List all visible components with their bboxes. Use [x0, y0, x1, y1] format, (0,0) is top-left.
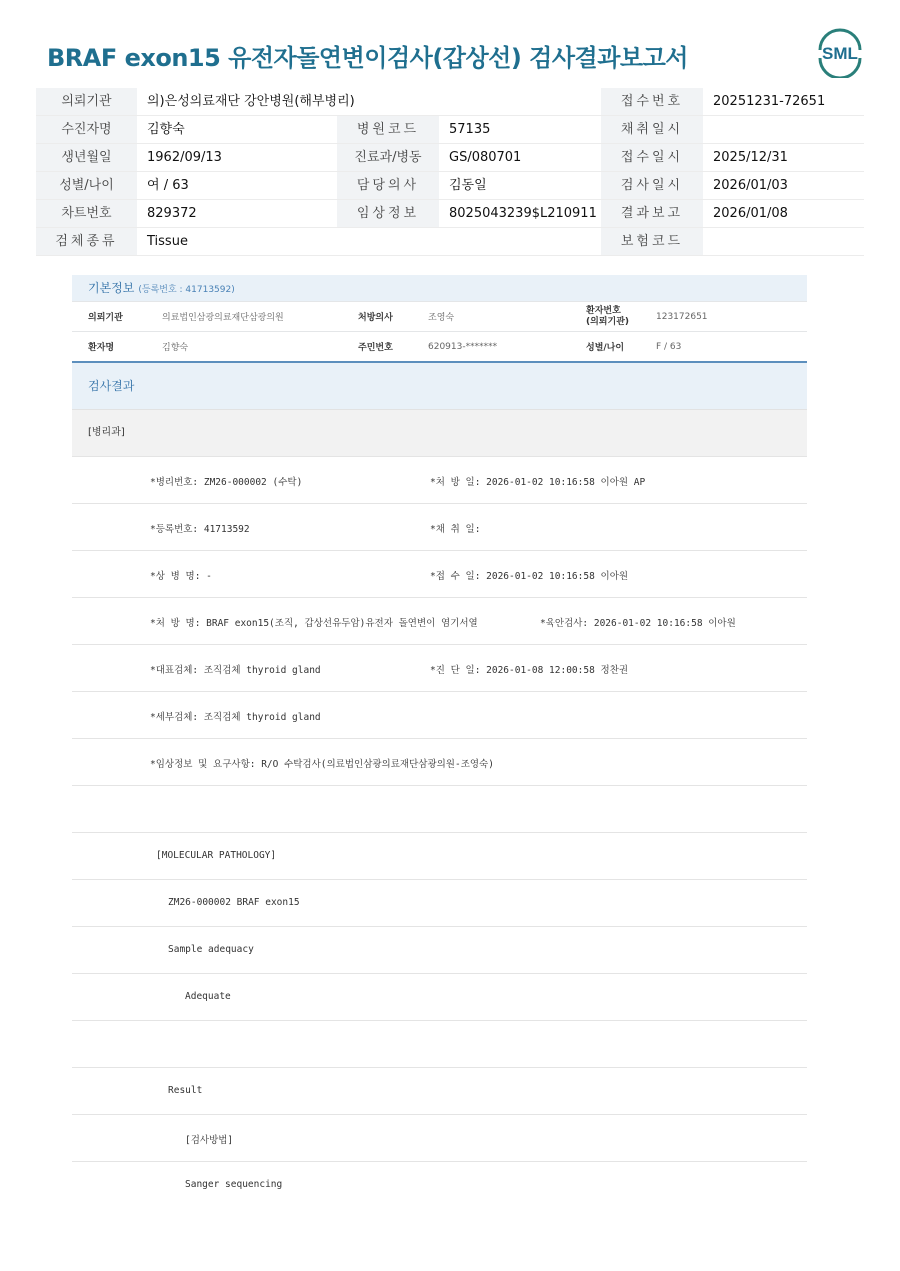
result-row [72, 644, 807, 691]
test-date-label: 검사일시 [601, 172, 703, 200]
basic-inst-label: 의뢰기관 [72, 302, 158, 332]
basic-sexage-value: F / 63 [652, 332, 807, 363]
logo-text: SML [822, 44, 858, 63]
hospital-code-label: 병원코드 [337, 116, 439, 144]
report-date-label: 결과보고 [601, 200, 703, 228]
basic-info-title: 기본정보 [88, 281, 135, 295]
sex-age-value: 여 / 63 [137, 172, 337, 200]
collection-date: *채 취 일: [430, 524, 481, 535]
chart-no-value: 829372 [137, 200, 337, 228]
result-row [72, 879, 807, 926]
dept-value: GS/080701 [439, 144, 601, 172]
patient-no-label-text: 환자번호 [586, 305, 621, 316]
result-row [72, 597, 807, 644]
method-value: Sanger sequencing [185, 1179, 283, 1190]
test-date-value: 2026/01/03 [703, 172, 864, 200]
basic-rrn-label: 주민번호 [354, 332, 424, 363]
collect-date-label: 채취일시 [601, 116, 703, 144]
examinee-label: 수진자명 [36, 116, 137, 144]
doctor-value: 김동일 [439, 172, 601, 200]
dept-label: 진료과/병동 [337, 144, 439, 172]
basic-info-table [72, 301, 807, 363]
receipt-date-value: 2025/12/31 [703, 144, 864, 172]
sample-adequacy-value: Adequate [185, 991, 231, 1002]
doctor-label: 담당의사 [337, 172, 439, 200]
birth-label: 생년월일 [36, 144, 137, 172]
institution-label: 의뢰기관 [36, 88, 137, 116]
chart-no-label: 차트번호 [36, 200, 137, 228]
result-row-empty [72, 785, 807, 832]
sml-logo [812, 28, 868, 78]
prescription-date: *처 방 일: 2026-01-02 10:16:58 이아원 AP [430, 477, 646, 488]
patient-no-label-sub: (의뢰기관) [586, 316, 630, 327]
specimen-label: 검체종류 [36, 228, 137, 256]
basic-name-label: 환자명 [72, 332, 158, 363]
basic-name-value: 김향숙 [158, 332, 354, 363]
case-gene-line: ZM26-000002 BRAF exon15 [168, 897, 300, 908]
birth-value: 1962/09/13 [137, 144, 337, 172]
insurance-value [703, 228, 864, 256]
result-row [72, 832, 807, 879]
result-panel [72, 275, 807, 1208]
report-header-table [36, 88, 864, 256]
sample-adequacy-label: Sample adequacy [168, 944, 254, 955]
result-row [72, 1114, 807, 1161]
receipt-no-value: 20251231-72651 [703, 88, 864, 116]
result-row [72, 550, 807, 597]
clinical-value: 8025043239$L210911 [439, 200, 601, 228]
receipt-no-label: 접수번호 [601, 88, 703, 116]
report-title: BRAF exon15 유전자돌연변이검사(갑상선) 검사결과보고서 [47, 44, 688, 72]
clinical-label: 임상정보 [337, 200, 439, 228]
method-heading: [검사방법] [185, 1135, 234, 1146]
result-row [72, 503, 807, 550]
result-row [72, 738, 807, 785]
result-label: Result [168, 1085, 203, 1096]
examinee-value: 김향숙 [137, 116, 337, 144]
basic-sexage-label: 성별/나이 [582, 332, 652, 363]
result-row-empty [72, 1020, 807, 1067]
collect-date-value [703, 116, 864, 144]
diagnosis-date: *진 단 일: 2026-01-08 12:00:58 정찬권 [430, 665, 629, 676]
basic-patient-no-value: 123172651 [652, 302, 807, 332]
basic-inst-value: 의료법인삼광의료재단삼광의원 [158, 302, 354, 332]
registration-line: *등록번호: 41713592 [150, 524, 250, 535]
basic-info-heading [72, 275, 807, 301]
result-row [72, 1067, 807, 1114]
receipt-date-label: 접수일시 [601, 144, 703, 172]
institution-value: 의)은성의료재단 강안병원(해부병리) [137, 88, 601, 116]
insurance-label: 보험코드 [601, 228, 703, 256]
clinical-request: *임상정보 및 요구사항: R/O 수탁검사(의료법인삼광의료재단삼광의원-조영숙) [150, 759, 494, 770]
sex-age-label: 성별/나이 [36, 172, 137, 200]
diagnosis-name: *상 병 명: - [150, 571, 212, 582]
registration-number: (등록번호 : 41713592) [138, 285, 235, 295]
prescription-name: *처 방 명: BRAF exon15(조직, 갑상선유두암)유전자 돌연변이 염기서열 [150, 618, 478, 629]
result-heading: 검사결과 [72, 363, 807, 409]
result-row [72, 973, 807, 1020]
specimen-value: Tissue [137, 228, 601, 256]
basic-presc-label: 처방의사 [354, 302, 424, 332]
result-row [72, 926, 807, 973]
report-date-value: 2026/01/08 [703, 200, 864, 228]
representative-specimen: *대표검체: 조직검체 thyroid gland [150, 665, 321, 676]
result-row [72, 691, 807, 738]
receipt-date-line: *접 수 일: 2026-01-02 10:16:58 이아원 [430, 571, 629, 582]
pathology-number: *병리번호: ZM26-000002 (수탁) [150, 477, 303, 488]
basic-patient-no-label [582, 302, 652, 332]
gross-exam: *육안검사: 2026-01-02 10:16:58 이아원 [540, 618, 736, 629]
department-heading: [병리과] [72, 409, 807, 456]
hospital-code-value: 57135 [439, 116, 601, 144]
detail-specimen: *세부검체: 조직검체 thyroid gland [150, 712, 321, 723]
molecular-pathology-heading: [MOLECULAR PATHOLOGY] [156, 850, 277, 861]
basic-presc-value: 조영숙 [424, 302, 582, 332]
basic-rrn-value: 620913-******* [424, 332, 582, 363]
result-row [72, 456, 807, 503]
result-row [72, 1161, 807, 1208]
